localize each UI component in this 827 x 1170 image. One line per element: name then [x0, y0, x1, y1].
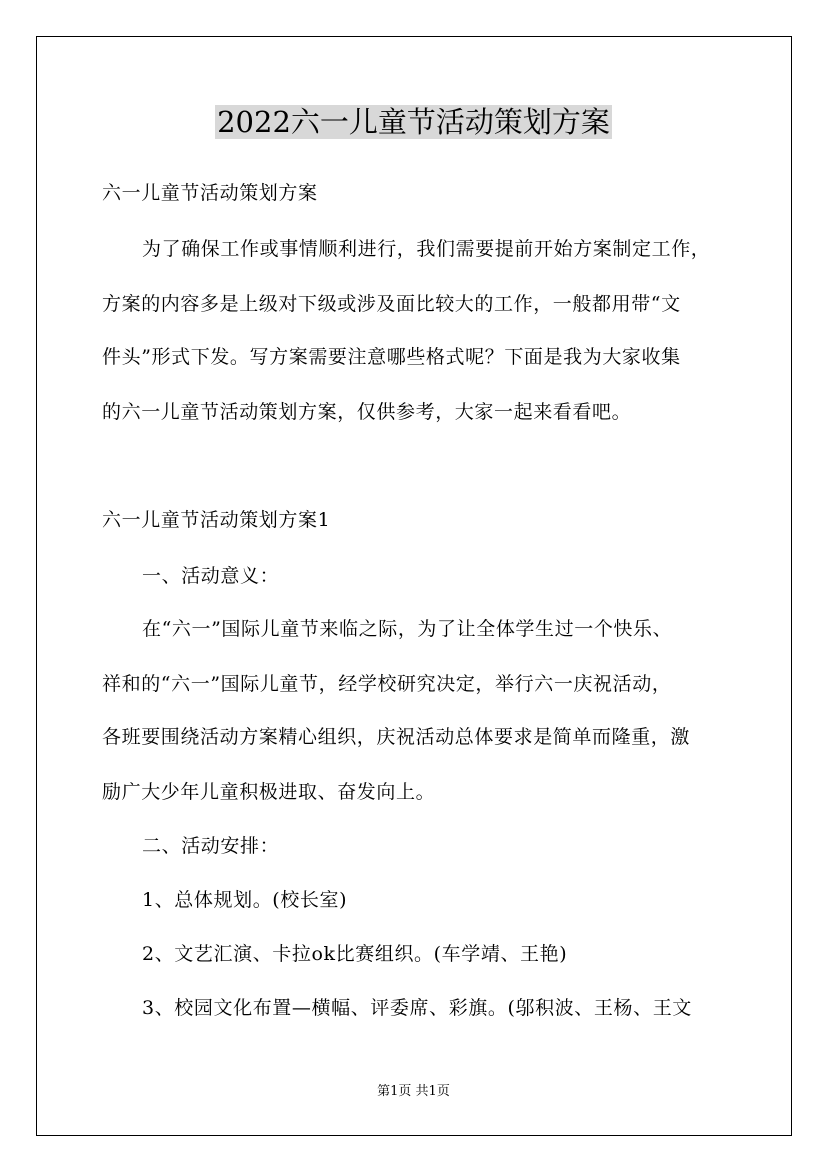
- intro-line-3: 件头”形式下发。写方案需要注意哪些格式呢？下面是我为大家收集: [102, 346, 681, 368]
- section-title: 六一儿童节活动策划方案1: [102, 509, 331, 531]
- significance-line-4: 励广大少年儿童积极进取、奋发向上。: [102, 781, 436, 803]
- page-number-footer: 第1页 共1页: [377, 1084, 450, 1099]
- arrangement-item-2: 2、文艺汇演、卡拉ok比赛组织。(车学靖、王艳): [142, 943, 568, 965]
- significance-line-2: 祥和的“六一”国际儿童节，经学校研究决定，举行六一庆祝活动，: [102, 673, 672, 695]
- heading-arrangement: 二、活动安排：: [142, 835, 280, 857]
- arrangement-item-1: 1、总体规划。(校长室): [142, 889, 348, 911]
- document-title: [0, 102, 827, 142]
- arrangement-item-3: 3、校园文化布置—横幅、评委席、彩旗。(邬积波、王杨、王文: [142, 997, 692, 1019]
- significance-line-1: 在“六一”国际儿童节来临之际，为了让全体学生过一个快乐、: [142, 618, 673, 640]
- intro-line-2: 方案的内容多是上级对下级或涉及面比较大的工作，一般都用带“文: [102, 293, 681, 315]
- document-subtitle: 六一儿童节活动策划方案: [102, 182, 318, 204]
- intro-line-4: 的六一儿童节活动策划方案，仅供参考，大家一起来看看吧。: [102, 401, 632, 423]
- intro-line-1: 为了确保工作或事情顺利进行，我们需要提前开始方案制定工作，: [142, 238, 711, 260]
- heading-significance: 一、活动意义：: [142, 565, 280, 587]
- significance-line-3: 各班要围绕活动方案精心组织，庆祝活动总体要求是简单而隆重，激: [102, 726, 691, 748]
- document-title-text: 2022六一儿童节活动策划方案: [217, 105, 610, 139]
